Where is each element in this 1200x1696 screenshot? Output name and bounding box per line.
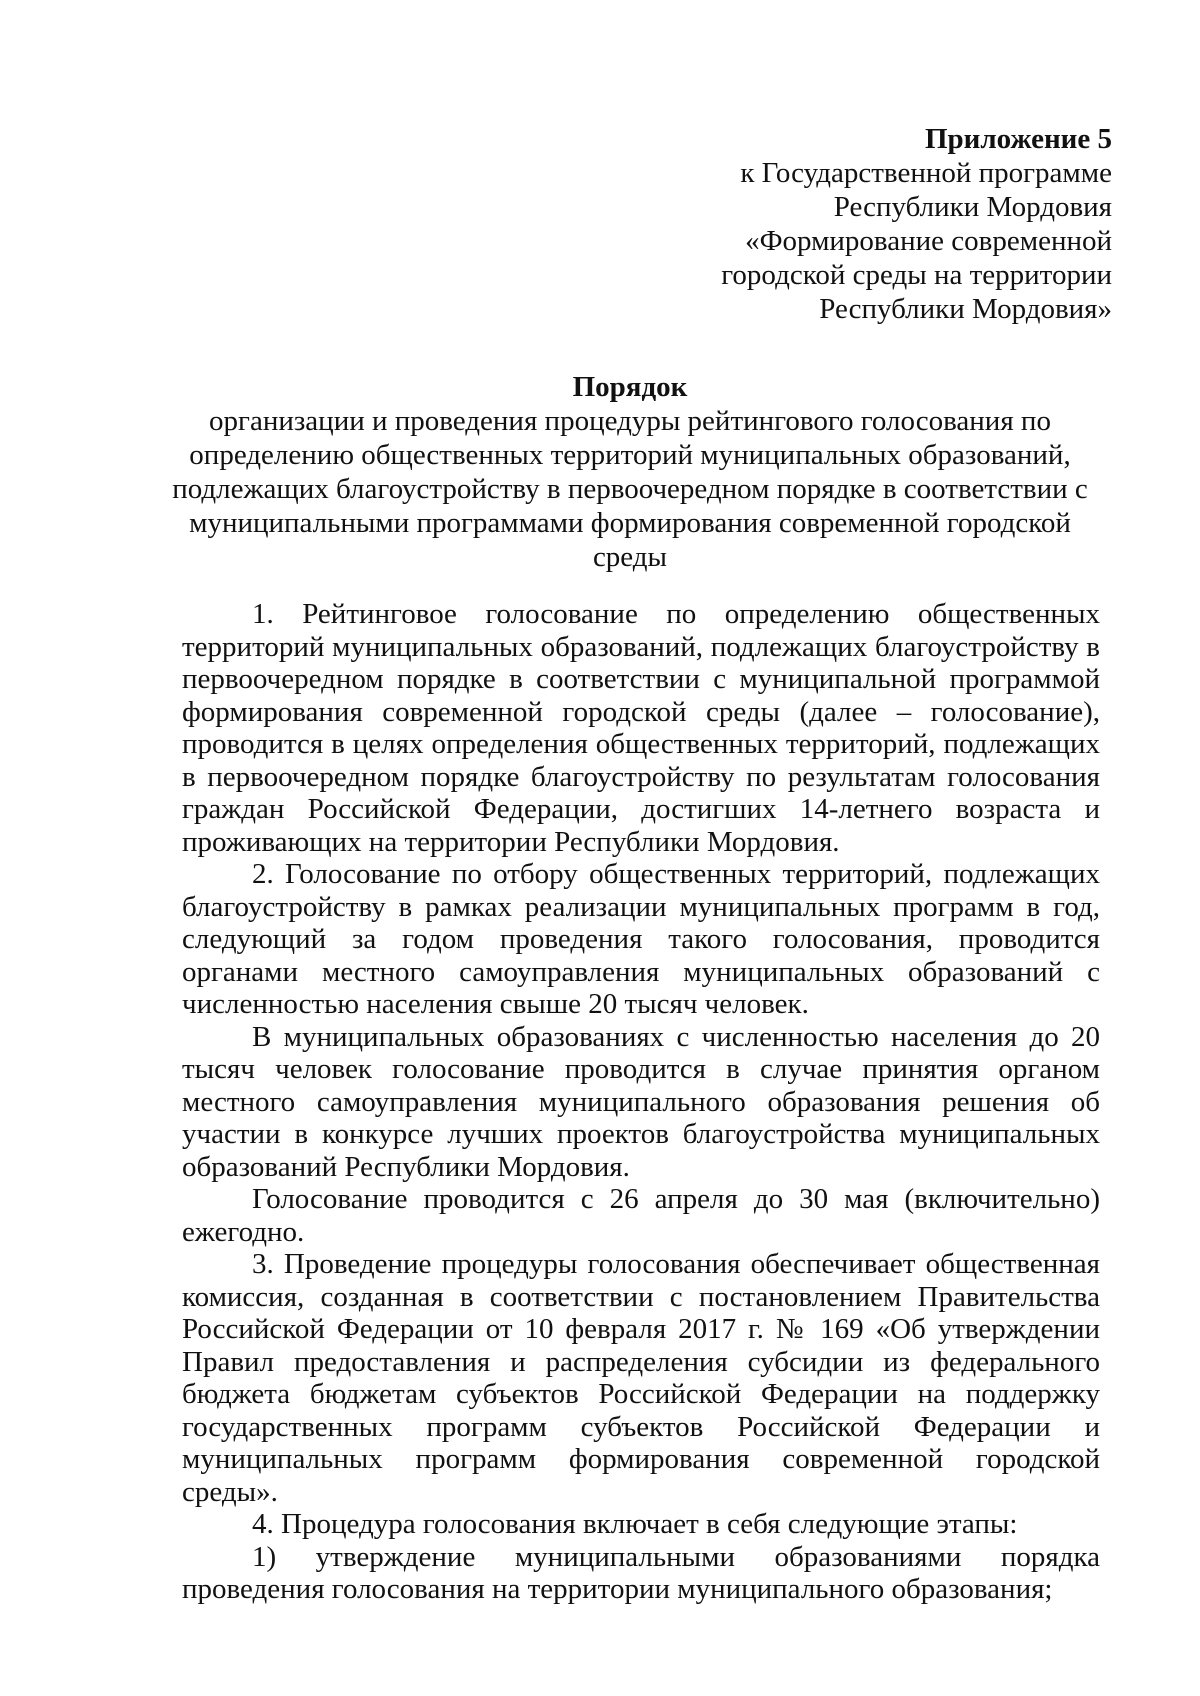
paragraph-3: 3. Проведение процедуры голосования обеспечивает общественная комиссия, созданная в соответствии с постановлением Правительства Российской Федерации от 10 февраля 2017 г. № 169 «Об утверждении Правил предоставления и распределения субсидии из федерального бюджета бюджетам субъектов Российской Федерации на поддержку государственных программ субъектов Российской Федерации и муниципальных программ формирования современной городской среды». xyxy=(182,1248,1100,1508)
document-subtitle-line: подлежащих благоустройству в первоочередном порядке в соответствии с xyxy=(172,473,1088,505)
document-subtitle-line: организации и проведения процедуры рейтингового голосования по xyxy=(209,405,1051,437)
document-subtitle-line: определению общественных территорий муниципальных образований, xyxy=(189,439,1071,471)
appendix-line: городской среды на территории xyxy=(721,259,1112,291)
appendix-line: к Государственной программе xyxy=(740,157,1112,189)
paragraph-2-dates: Голосование проводится с 26 апреля до 30 мая (включительно) ежегодно. xyxy=(182,1183,1100,1248)
paragraph-4: 4. Процедура голосования включает в себя следующие этапы: xyxy=(252,1508,1018,1540)
appendix-header xyxy=(721,122,1112,326)
paragraph-1: 1. Рейтинговое голосование по определению общественных территорий муниципальных образований, подлежащих благоустройству в первоочередном порядке в соответствии с муниципальной программой формирования современной городской среды (далее – голосование), проводится в целях определения общественных территорий, подлежащих в первоочередном порядке благоустройству по результатам голосования граждан Российской Федерации, достигших 14-летнего возраста и проживающих на территории Республики Мордовия. xyxy=(182,598,1100,858)
appendix-line: Республики Мордовия xyxy=(833,191,1112,223)
paragraph-2: 2. Голосование по отбору общественных территорий, подлежащих благоустройству в рамках реализации муниципальных программ в год, следующий за годом проведения такого голосования, проводится органами местного самоуправления муниципальных образований с численностью населения свыше 20 тысяч человек. xyxy=(182,858,1100,1020)
appendix-line: «Формирование современной xyxy=(745,225,1112,257)
document-title: Порядок xyxy=(572,371,688,403)
paragraph-2-municipalities: В муниципальных образованиях с численностью населения до 20 тысяч человек голосование проводится в случае принятия органом местного самоуправления муниципального образования решения об участии в конкурсе лучших проектов благоустройства муниципальных образований Республики Мордовия. xyxy=(182,1020,1100,1183)
paragraph-4-item-1: 1) утверждение муниципальными образованиями порядка проведения голосования на территории муниципального образования; xyxy=(182,1540,1100,1605)
document-body xyxy=(182,598,1100,1606)
appendix-title: Приложение 5 xyxy=(925,123,1112,155)
appendix-line: Республики Мордовия» xyxy=(819,293,1112,325)
document-heading xyxy=(170,370,1090,574)
document-subtitle-line: муниципальными программами формирования современной городской среды xyxy=(189,507,1071,573)
